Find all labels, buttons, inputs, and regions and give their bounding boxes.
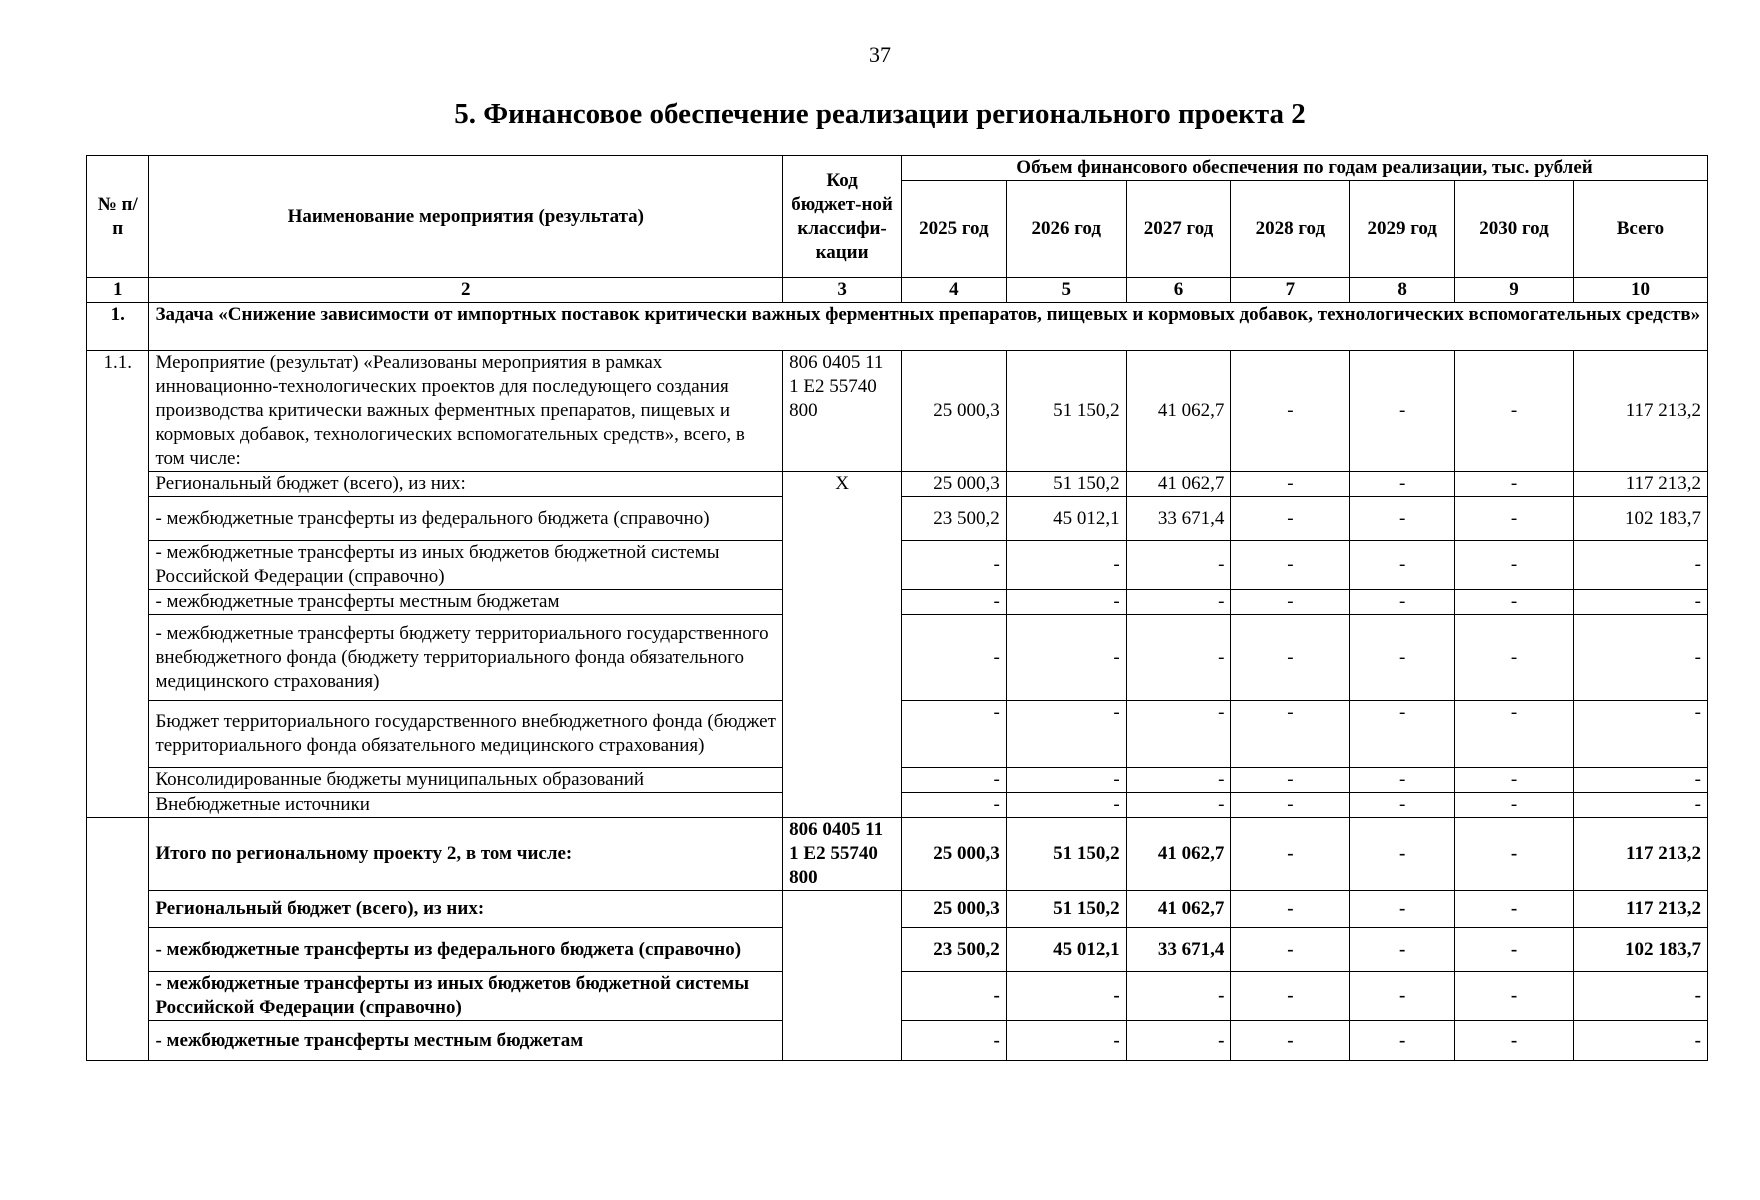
value-cell: -: [1573, 590, 1707, 615]
value-cell: -: [1455, 891, 1574, 928]
row-name: Региональный бюджет (всего), из них:: [149, 472, 783, 497]
value-cell: -: [1350, 793, 1455, 818]
code-cell: [783, 891, 902, 1061]
value-cell: -: [1455, 472, 1574, 497]
value-cell: -: [1126, 701, 1231, 768]
value-cell: 51 150,2: [1006, 472, 1126, 497]
value-cell: -: [1455, 1021, 1574, 1061]
code-cell: Х: [783, 472, 902, 818]
value-cell: 25 000,3: [902, 891, 1007, 928]
value-cell: -: [902, 541, 1007, 590]
value-cell: -: [1006, 590, 1126, 615]
value-cell: -: [1455, 818, 1574, 891]
value-cell: -: [1231, 615, 1350, 701]
value-cell: -: [1455, 701, 1574, 768]
row-name: - межбюджетные трансферты местным бюджетам: [149, 590, 783, 615]
value-cell: -: [902, 701, 1007, 768]
value-cell: -: [1350, 818, 1455, 891]
value-cell: -: [1231, 1021, 1350, 1061]
value-cell: -: [1350, 768, 1455, 793]
value-cell: -: [1350, 928, 1455, 972]
col-number: 4: [902, 278, 1007, 303]
value-cell: 102 183,7: [1573, 928, 1707, 972]
value-cell: -: [1006, 768, 1126, 793]
value-cell: -: [902, 972, 1007, 1021]
value-cell: -: [902, 590, 1007, 615]
value-cell: -: [1573, 768, 1707, 793]
header-name: Наименование мероприятия (результата): [149, 156, 783, 278]
total-name: Итого по региональному проекту 2, в том числе:: [149, 818, 783, 891]
header-volume: Объем финансового обеспечения по годам реализации, тыс. рублей: [902, 156, 1708, 181]
row-name: Консолидированные бюджеты муниципальных образований: [149, 768, 783, 793]
value-cell: -: [1231, 891, 1350, 928]
column-number-row: [87, 278, 1708, 303]
value-cell: -: [1573, 615, 1707, 701]
value-cell: -: [1231, 928, 1350, 972]
header-year: 2026 год: [1006, 181, 1126, 278]
col-number: 8: [1350, 278, 1455, 303]
event-num: 1.1.: [87, 351, 149, 818]
table-body: [87, 303, 1708, 1061]
row-name: Региональный бюджет (всего), из них:: [149, 891, 783, 928]
col-number: 7: [1231, 278, 1350, 303]
header-code: Код бюджет-ной классифи-кации: [783, 156, 902, 278]
value-cell: 25 000,3: [902, 351, 1007, 472]
header-num: № п/п: [87, 156, 149, 278]
col-number: 6: [1126, 278, 1231, 303]
total-row: [87, 818, 1708, 891]
header-year: 2027 год: [1126, 181, 1231, 278]
value-cell: -: [1573, 541, 1707, 590]
row-name: - межбюджетные трансферты из иных бюджетов бюджетной системы Российской Федерации (справочно): [149, 541, 783, 590]
value-cell: -: [1231, 472, 1350, 497]
value-cell: 41 062,7: [1126, 351, 1231, 472]
value-cell: -: [1573, 793, 1707, 818]
value-cell: -: [1231, 541, 1350, 590]
value-cell: -: [1126, 590, 1231, 615]
value-cell: -: [1350, 891, 1455, 928]
value-cell: -: [1573, 972, 1707, 1021]
value-cell: -: [902, 793, 1007, 818]
header-year: 2030 год: [1455, 181, 1574, 278]
value-cell: -: [1573, 701, 1707, 768]
task-text: Задача «Снижение зависимости от импортных поставок критически важных ферментных препаратов, пищевых и кормовых добавок, технологических вспомогательных средств»: [149, 303, 1708, 351]
value-cell: 23 500,2: [902, 497, 1007, 541]
row-name: - межбюджетные трансферты местным бюджетам: [149, 1021, 783, 1061]
document-title: 5. Финансовое обеспечение реализации регионального проекта 2: [454, 98, 1306, 130]
value-cell: -: [1455, 351, 1574, 472]
value-cell: 45 012,1: [1006, 928, 1126, 972]
value-cell: -: [1573, 1021, 1707, 1061]
value-cell: 41 062,7: [1126, 891, 1231, 928]
value-cell: 117 213,2: [1573, 351, 1707, 472]
value-cell: 41 062,7: [1126, 818, 1231, 891]
value-cell: -: [1006, 972, 1126, 1021]
value-cell: 51 150,2: [1006, 818, 1126, 891]
value-cell: -: [1126, 615, 1231, 701]
value-cell: -: [1455, 972, 1574, 1021]
value-cell: -: [1455, 615, 1574, 701]
value-cell: 51 150,2: [1006, 891, 1126, 928]
row-name: - межбюджетные трансферты бюджету территориального государственного внебюджетного фонда (бюджету территориального фонда обязательного медицинского страхования): [149, 615, 783, 701]
header-year: 2029 год: [1350, 181, 1455, 278]
value-cell: -: [902, 768, 1007, 793]
value-cell: -: [1231, 701, 1350, 768]
value-cell: -: [1455, 541, 1574, 590]
value-cell: 25 000,3: [902, 472, 1007, 497]
value-cell: -: [1126, 768, 1231, 793]
page-number: 37: [869, 42, 891, 67]
value-cell: 117 213,2: [1573, 891, 1707, 928]
financing-table: [86, 155, 1708, 1061]
event-row: [87, 351, 1708, 472]
value-cell: -: [1350, 472, 1455, 497]
value-cell: 45 012,1: [1006, 497, 1126, 541]
col-number: 2: [149, 278, 783, 303]
col-number: 9: [1455, 278, 1574, 303]
value-cell: -: [1455, 497, 1574, 541]
value-cell: -: [1350, 701, 1455, 768]
value-cell: 33 671,4: [1126, 928, 1231, 972]
value-cell: 102 183,7: [1573, 497, 1707, 541]
value-cell: -: [1455, 793, 1574, 818]
value-cell: -: [1006, 615, 1126, 701]
table-row: [87, 891, 1708, 928]
value-cell: -: [1455, 928, 1574, 972]
value-cell: -: [1231, 768, 1350, 793]
total-num: [87, 818, 149, 1061]
value-cell: -: [1455, 590, 1574, 615]
col-number: 10: [1573, 278, 1707, 303]
value-cell: -: [1006, 1021, 1126, 1061]
value-cell: -: [1126, 541, 1231, 590]
value-cell: -: [1350, 590, 1455, 615]
header-total: Всего: [1573, 181, 1707, 278]
value-cell: -: [1350, 351, 1455, 472]
event-name: Мероприятие (результат) «Реализованы мероприятия в рамках инновационно-технологических проектов для последующего создания производства критически важных ферментных препаратов, пищевых и кормовых добавок, технологических вспомогательных средств», всего, в том числе:: [149, 351, 783, 472]
header-year: 2025 год: [902, 181, 1007, 278]
row-name: - межбюджетные трансферты из федерального бюджета (справочно): [149, 928, 783, 972]
col-number: 3: [783, 278, 902, 303]
col-number: 5: [1006, 278, 1126, 303]
value-cell: -: [1006, 701, 1126, 768]
value-cell: -: [1350, 972, 1455, 1021]
value-cell: -: [902, 1021, 1007, 1061]
value-cell: -: [1350, 541, 1455, 590]
value-cell: -: [1350, 615, 1455, 701]
value-cell: -: [1231, 497, 1350, 541]
value-cell: -: [1231, 818, 1350, 891]
row-name: - межбюджетные трансферты из федерального бюджета (справочно): [149, 497, 783, 541]
header-year: 2028 год: [1231, 181, 1350, 278]
value-cell: -: [1231, 972, 1350, 1021]
value-cell: 25 000,3: [902, 818, 1007, 891]
value-cell: -: [902, 615, 1007, 701]
value-cell: -: [1006, 541, 1126, 590]
value-cell: -: [1231, 793, 1350, 818]
value-cell: 23 500,2: [902, 928, 1007, 972]
value-cell: -: [1350, 1021, 1455, 1061]
value-cell: -: [1126, 1021, 1231, 1061]
value-cell: -: [1455, 768, 1574, 793]
value-cell: 33 671,4: [1126, 497, 1231, 541]
col-number: 1: [87, 278, 149, 303]
value-cell: -: [1126, 793, 1231, 818]
value-cell: -: [1231, 590, 1350, 615]
value-cell: 117 213,2: [1573, 472, 1707, 497]
row-name: Внебюджетные источники: [149, 793, 783, 818]
total-code: 806 0405 11 1 Е2 55740 800: [783, 818, 902, 891]
value-cell: 41 062,7: [1126, 472, 1231, 497]
value-cell: -: [1006, 793, 1126, 818]
row-name: - межбюджетные трансферты из иных бюджетов бюджетной системы Российской Федерации (справочно): [149, 972, 783, 1021]
row-name: Бюджет территориального государственного внебюджетного фонда (бюджет территориального фонда обязательного медицинского страхования): [149, 701, 783, 768]
task-row: [87, 303, 1708, 351]
value-cell: -: [1350, 497, 1455, 541]
value-cell: 51 150,2: [1006, 351, 1126, 472]
task-num: 1.: [87, 303, 149, 351]
table-row: [87, 472, 1708, 497]
value-cell: 117 213,2: [1573, 818, 1707, 891]
value-cell: -: [1231, 351, 1350, 472]
event-code: 806 0405 11 1 Е2 55740 800: [783, 351, 902, 472]
value-cell: -: [1126, 972, 1231, 1021]
